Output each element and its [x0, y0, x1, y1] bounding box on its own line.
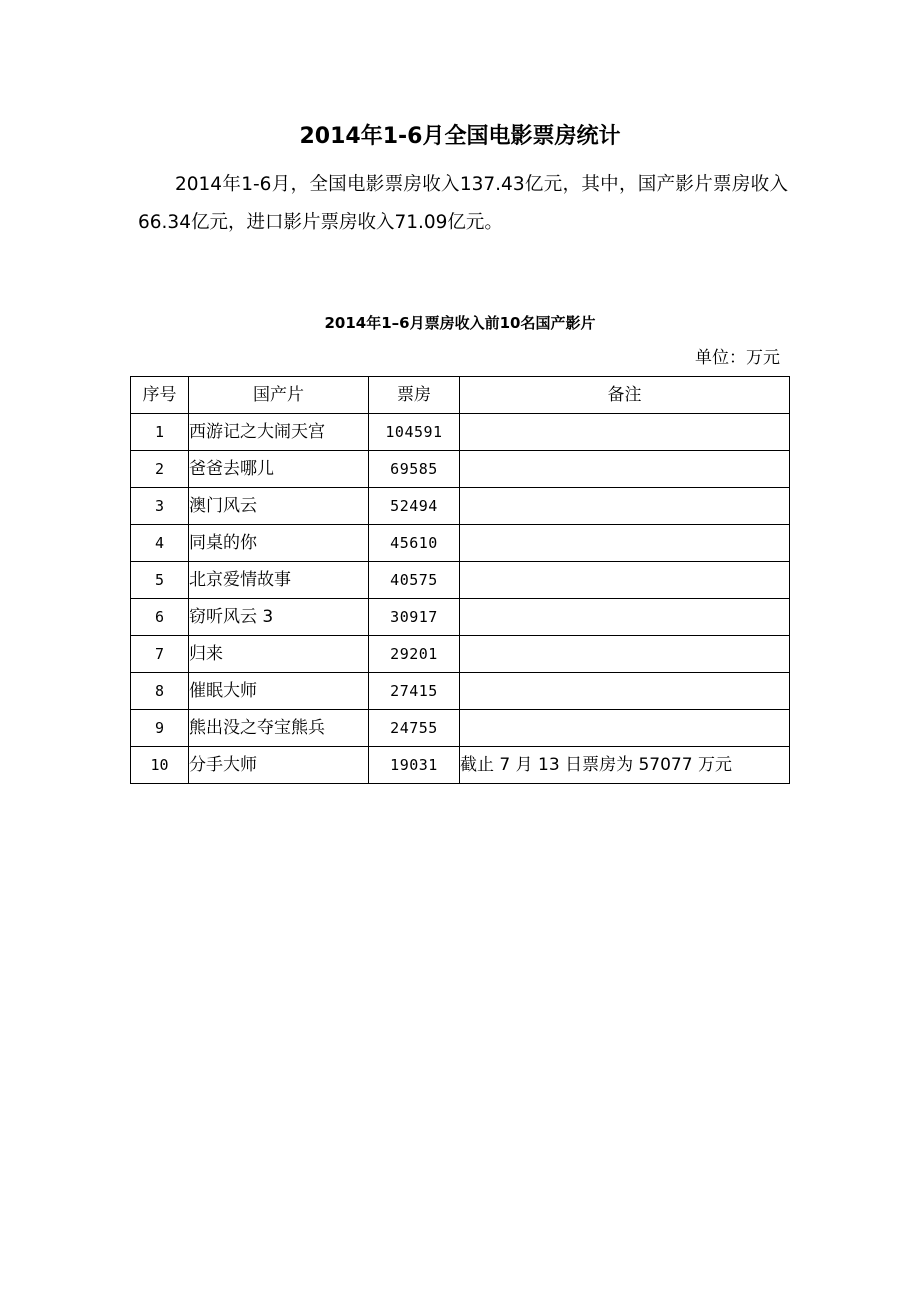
cell-note — [460, 599, 790, 636]
cell-no: 5 — [131, 562, 189, 599]
cell-box-office: 40575 — [369, 562, 460, 599]
cell-film: 北京爱情故事 — [189, 562, 369, 599]
cell-film: 归来 — [189, 636, 369, 673]
cell-film: 熊出没之夺宝熊兵 — [189, 710, 369, 747]
cell-film: 西游记之大闹天宫 — [189, 414, 369, 451]
cell-box-office: 30917 — [369, 599, 460, 636]
header-note: 备注 — [460, 377, 790, 414]
cell-no: 2 — [131, 451, 189, 488]
table-row — [131, 451, 790, 488]
cell-no: 8 — [131, 673, 189, 710]
cell-film: 澳门风云 — [189, 488, 369, 525]
table-row — [131, 525, 790, 562]
cell-film: 窃听风云 3 — [189, 599, 369, 636]
cell-box-office: 104591 — [369, 414, 460, 451]
cell-note — [460, 636, 790, 673]
table-row — [131, 599, 790, 636]
cell-film: 催眠大师 — [189, 673, 369, 710]
cell-box-office: 19031 — [369, 747, 460, 784]
header-no: 序号 — [131, 377, 189, 414]
cell-note — [460, 562, 790, 599]
cell-note: 截止 7 月 13 日票房为 57077 万元 — [460, 747, 790, 784]
cell-no: 1 — [131, 414, 189, 451]
cell-box-office: 24755 — [369, 710, 460, 747]
cell-note — [460, 488, 790, 525]
cell-note — [460, 451, 790, 488]
cell-no: 9 — [131, 710, 189, 747]
table-row — [131, 710, 790, 747]
cell-film: 爸爸去哪儿 — [189, 451, 369, 488]
unit-label: 单位：万元 — [695, 348, 780, 368]
document-title: 2014年1-6月全国电影票房统计 — [299, 124, 621, 149]
table-row — [131, 636, 790, 673]
header-box-office: 票房 — [369, 377, 460, 414]
cell-note — [460, 710, 790, 747]
table-row — [131, 673, 790, 710]
cell-film: 同桌的你 — [189, 525, 369, 562]
table-row — [131, 414, 790, 451]
cell-no: 3 — [131, 488, 189, 525]
cell-box-office: 27415 — [369, 673, 460, 710]
table-header-row — [131, 377, 790, 414]
table-row — [131, 747, 790, 784]
box-office-table — [130, 376, 790, 784]
intro-paragraph: 2014年1-6月，全国电影票房收入137.43亿元，其中，国产影片票房收入66.34亿元，进口影片票房收入71.09亿元。 — [138, 174, 788, 233]
cell-box-office: 69585 — [369, 451, 460, 488]
cell-note — [460, 525, 790, 562]
header-film: 国产片 — [189, 377, 369, 414]
cell-note — [460, 673, 790, 710]
table-row — [131, 488, 790, 525]
cell-no: 6 — [131, 599, 189, 636]
cell-no: 10 — [131, 747, 189, 784]
cell-film: 分手大师 — [189, 747, 369, 784]
table-title: 2014年1–6月票房收入前10名国产影片 — [324, 314, 596, 332]
cell-box-office: 45610 — [369, 525, 460, 562]
cell-no: 4 — [131, 525, 189, 562]
cell-note — [460, 414, 790, 451]
cell-box-office: 29201 — [369, 636, 460, 673]
table-row — [131, 562, 790, 599]
cell-box-office: 52494 — [369, 488, 460, 525]
cell-no: 7 — [131, 636, 189, 673]
